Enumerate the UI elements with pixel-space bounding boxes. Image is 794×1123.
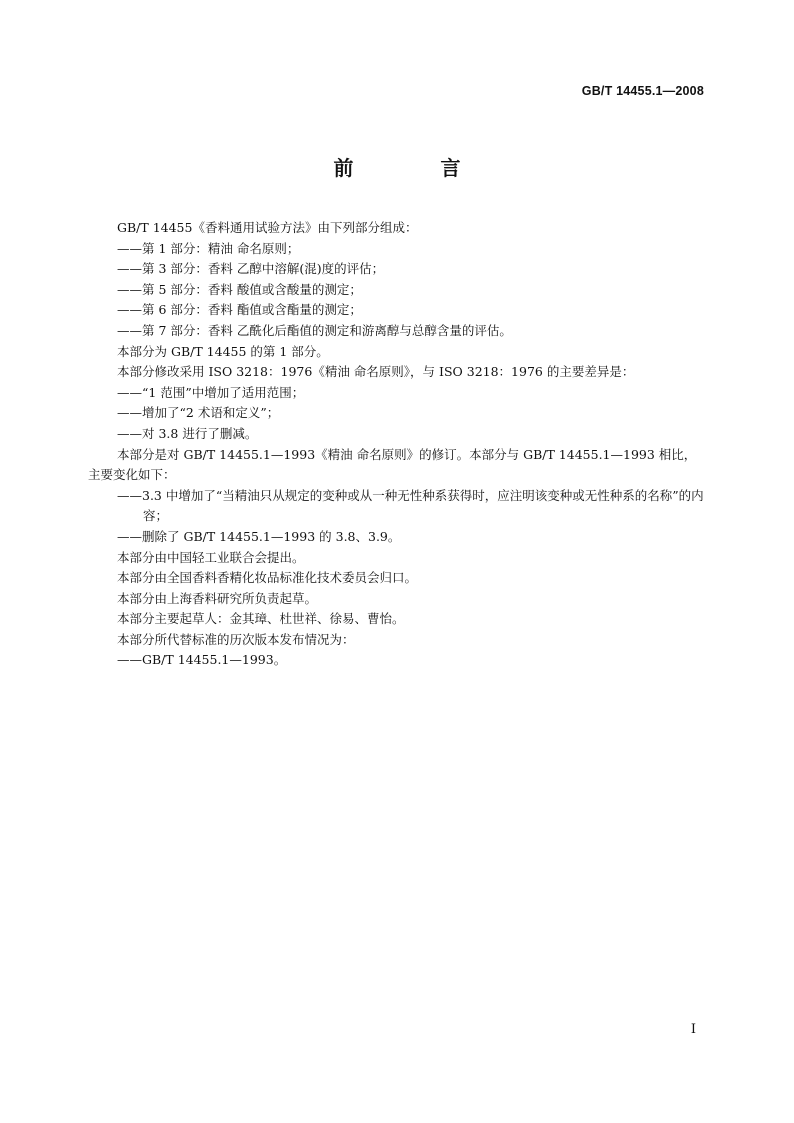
list-item-scope-change: ——“1 范围”中增加了适用范围； [117, 384, 305, 400]
paragraph-committee: 本部分由全国香料香精化妆品标准化技术委员会归口。 [117, 570, 418, 586]
list-item-terms-added: ——增加了“2 术语和定义”； [117, 405, 280, 421]
paragraph-drafter: 本部分由上海香料研究所负责起草。 [117, 590, 318, 606]
list-item-deletion: ——对 3.8 进行了删减。 [117, 425, 258, 441]
page-title: 前 言 [333, 156, 501, 180]
paragraph-drafters-names: 本部分主要起草人：金其璋、杜世祥、徐易、曹怡。 [117, 611, 405, 627]
list-item-previous-version: ——GB/T 14455.1—1993。 [117, 652, 287, 668]
list-item-change-3-3: ——3.3 中增加了“当精油只从规定的变种或从一种无性种系获得时，应注明该变种或无性种系的名称”的内容； [117, 487, 704, 524]
list-item-part-6: ——第 6 部分：香料 酯值或含酯量的测定； [117, 302, 362, 318]
paragraph-previous-versions: 本部分所代替标准的历次版本发布情况为： [117, 631, 355, 647]
list-item-part-3: ——第 3 部分：香料 乙醇中溶解(混)度的评估； [117, 261, 385, 277]
page-number: I [690, 1022, 696, 1037]
standard-number: GB/T 14455.1—2008 [581, 84, 704, 98]
document-body [88, 218, 706, 671]
paragraph-composition: GB/T 14455《香料通用试验方法》由下列部分组成： [117, 220, 418, 235]
paragraph-part-statement: 本部分为 GB/T 14455 的第 1 部分。 [117, 343, 329, 359]
list-item-part-7: ——第 7 部分：香料 乙酰化后酯值的测定和游离醇与总醇含量的评估。 [117, 322, 512, 338]
list-item-removed-clauses: ——删除了 GB/T 14455.1—1993 的 3.8、3.9。 [117, 528, 401, 544]
list-item-part-5: ——第 5 部分：香料 酸值或含酸量的测定； [117, 281, 362, 297]
paragraph-revision: 本部分是对 GB/T 14455.1—1993《精油 命名原则》的修订。本部分与 GB/T 14455.1—1993 相比，主要变化如下： [88, 446, 697, 483]
paragraph-iso-adoption: 本部分修改采用 ISO 3218：1976《精油 命名原则》，与 ISO 3218：1976 的主要差异是： [117, 364, 635, 380]
paragraph-proposer: 本部分由中国轻工业联合会提出。 [117, 549, 305, 565]
list-item-part-1: ——第 1 部分：精油 命名原则； [117, 240, 300, 256]
